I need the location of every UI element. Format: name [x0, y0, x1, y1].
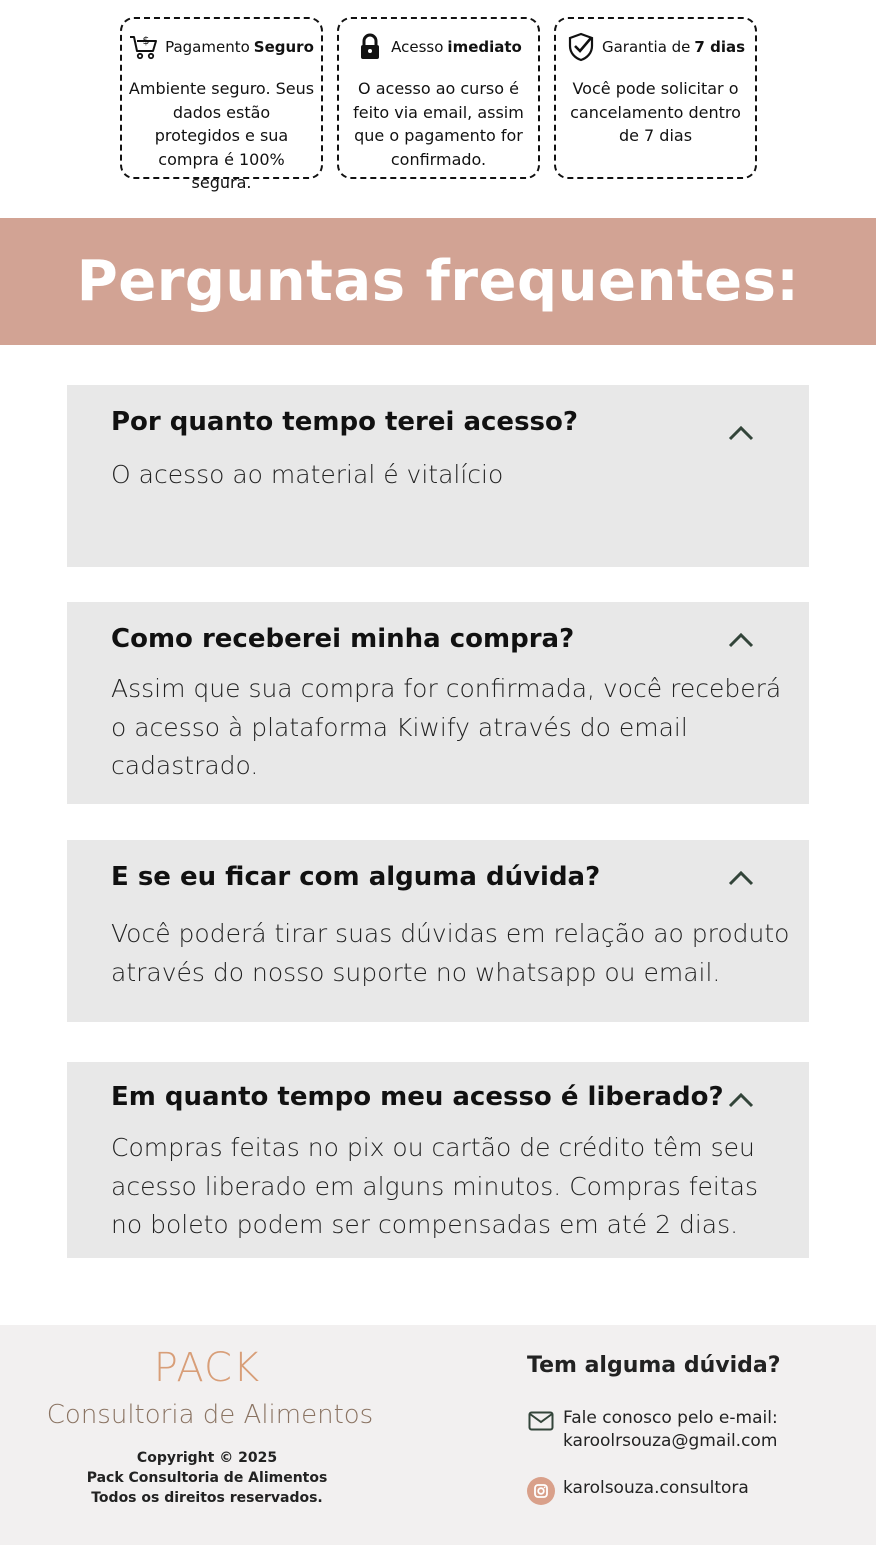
faq-item[interactable] [67, 385, 809, 567]
brand-logo: PACK [153, 1345, 261, 1391]
badge-description: O acesso ao curso é feito via email, assim que o pagamento for confirmado. [353, 79, 524, 169]
brand-subtitle: Consultoria de Alimentos [46, 1400, 374, 1430]
badge-payment [120, 17, 323, 192]
cart-dollar-icon [129, 32, 159, 62]
copyright [0, 1448, 414, 1508]
svg-text:$: $ [142, 34, 150, 47]
badge-label: Acesso [391, 38, 444, 56]
contact-instagram[interactable] [527, 1477, 749, 1505]
instagram-handle[interactable]: karolsouza.consultora [563, 1478, 749, 1498]
faq-item[interactable] [67, 1062, 809, 1258]
badge-label: Garantia de [601, 38, 691, 56]
lock-icon [355, 32, 385, 62]
faq-answer: Você poderá tirar suas dúvidas em relação ao produto através do nosso suporte no whatsapp ou email. [111, 919, 790, 987]
chevron-up-icon[interactable] [727, 423, 755, 443]
email-label: Fale conosco pelo e-mail: [563, 1408, 778, 1428]
trust-badges [120, 17, 760, 192]
instagram-icon [527, 1477, 555, 1505]
faq-answer: Compras feitas no pix ou cartão de crédito têm seu acesso liberado em alguns minutos. Compras feitas no boleto podem ser compensadas em até 2 dias. [111, 1133, 759, 1239]
chevron-up-icon[interactable] [727, 630, 755, 650]
contact-title: Tem alguma dúvida? [527, 1353, 781, 1378]
faq-question[interactable]: Por quanto tempo terei acesso? [111, 407, 578, 437]
chevron-up-icon[interactable] [727, 1090, 755, 1110]
badge-label-bold: Seguro [253, 38, 314, 56]
faq-item[interactable] [67, 602, 809, 804]
copyright-line: Pack Consultoria de Alimentos [86, 1470, 328, 1486]
chevron-up-icon[interactable] [727, 868, 755, 888]
faq-answer: O acesso ao material é vitalício [111, 460, 504, 489]
badge-access [337, 17, 540, 179]
badge-label-bold: imediato [447, 38, 522, 56]
faq-question[interactable]: Como receberei minha compra? [111, 624, 575, 654]
copyright-line: Todos os direitos reservados. [91, 1490, 323, 1506]
shield-check-icon [566, 32, 596, 62]
email-link[interactable]: karoolrsouza@gmail.com [563, 1431, 778, 1451]
contact-email[interactable] [527, 1407, 778, 1453]
faq-banner [0, 218, 876, 345]
copyright-line: Copyright © 2025 [136, 1450, 278, 1466]
faq-title: Perguntas frequentes: [76, 249, 800, 314]
faq-answer: Assim que sua compra for confirmada, você receberá o acesso à plataforma Kiwify através do email cadastrado. [111, 674, 782, 780]
faq-question[interactable]: E se eu ficar com alguma dúvida? [111, 862, 601, 892]
badge-description: Você pode solicitar o cancelamento dentro de 7 dias [570, 79, 741, 145]
faq-item[interactable] [67, 840, 809, 1022]
badge-guarantee [554, 17, 757, 179]
mail-icon [527, 1407, 555, 1435]
badge-description: Ambiente seguro. Seus dados estão protegidos e sua compra é 100% segura. [128, 79, 315, 192]
faq-question[interactable]: Em quanto tempo meu acesso é liberado? [111, 1082, 724, 1112]
badge-label: Pagamento [165, 38, 250, 56]
badge-label-bold: 7 dias [694, 38, 746, 56]
footer [0, 1325, 876, 1545]
